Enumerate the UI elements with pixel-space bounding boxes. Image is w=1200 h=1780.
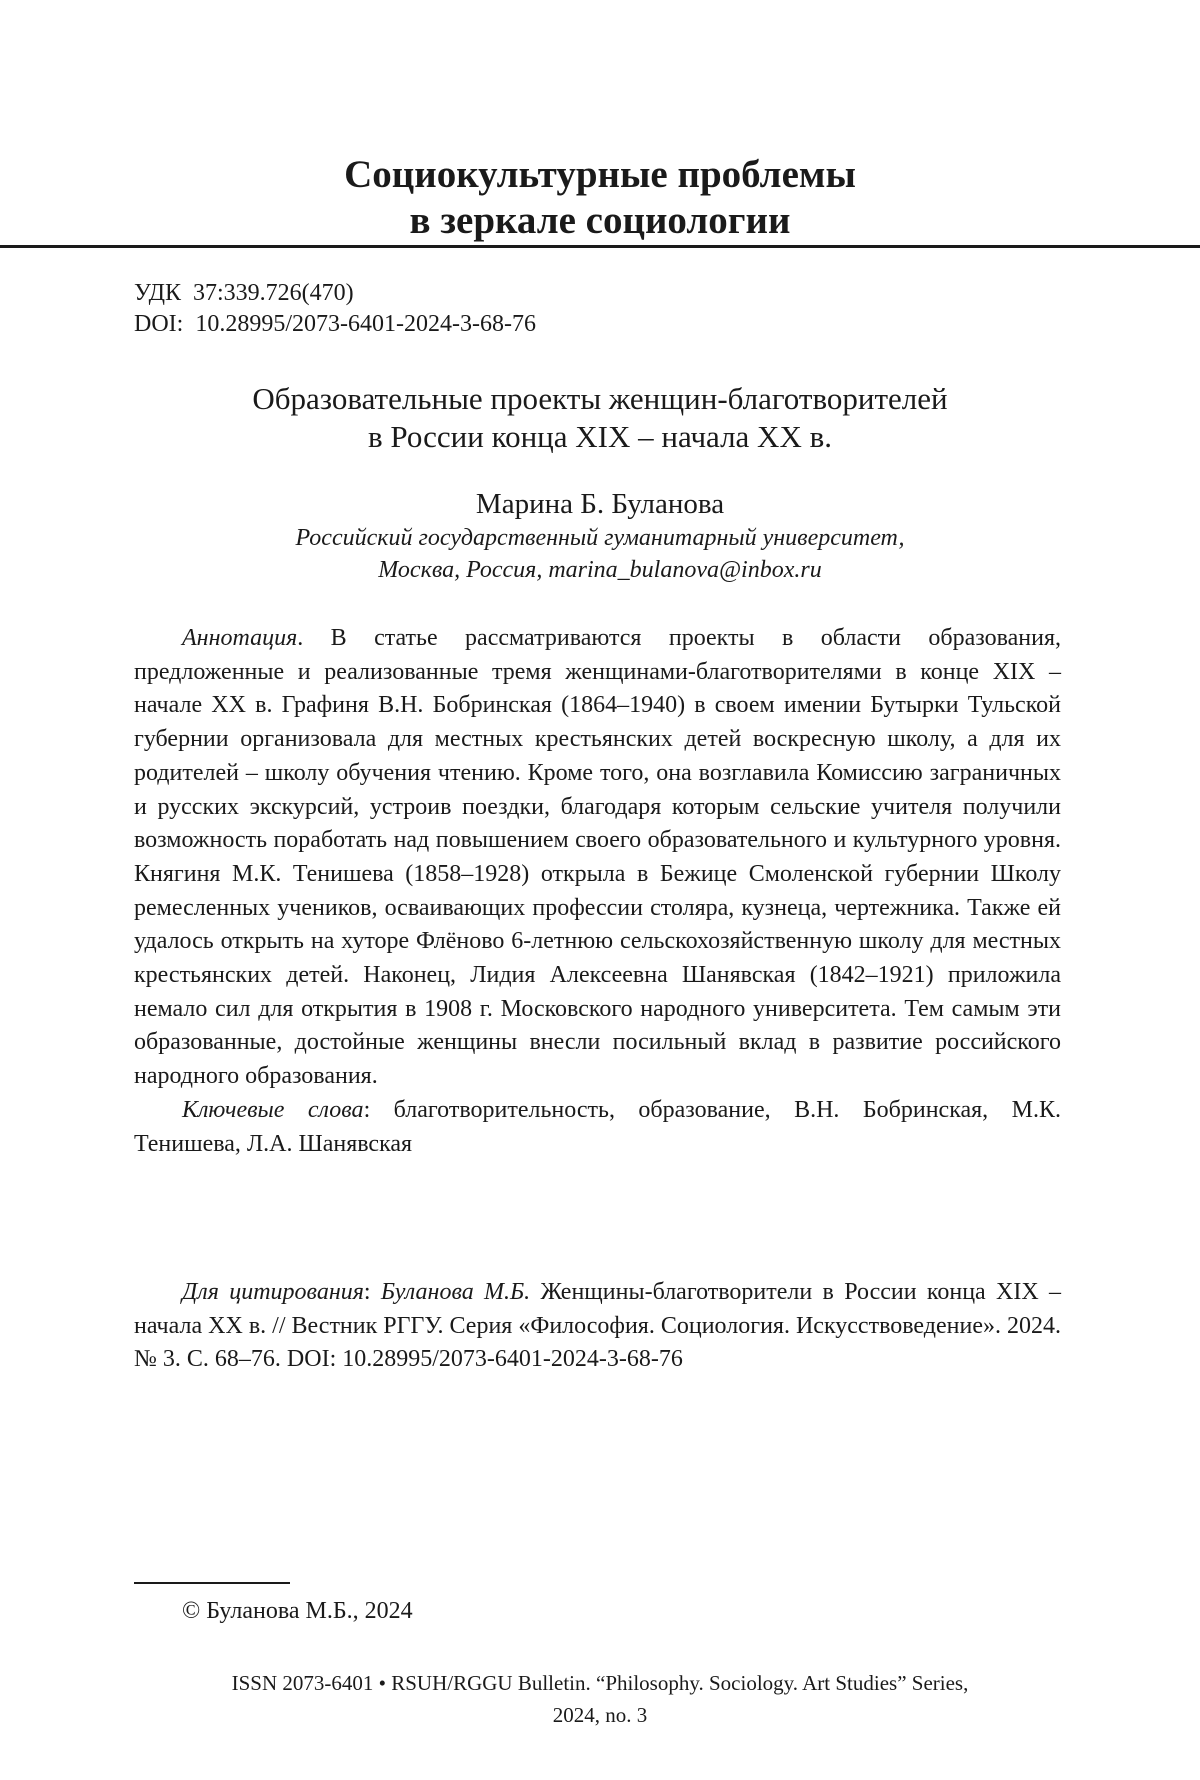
article-title-line-2: в России конца XIX – начала XX в. bbox=[368, 419, 832, 454]
abstract-paragraph bbox=[134, 622, 1061, 1094]
footnote-rule bbox=[134, 1582, 290, 1584]
citation-paragraph bbox=[134, 1276, 1061, 1377]
article-meta bbox=[134, 278, 536, 340]
keywords-paragraph bbox=[134, 1094, 1061, 1161]
copyright-note: © Буланова М.Б., 2024 bbox=[182, 1598, 413, 1624]
citation-author: Буланова М.Б. bbox=[380, 1279, 531, 1305]
article-title bbox=[0, 380, 1200, 456]
footer-line-1: ISSN 2073-6401 • RSUH/RGGU Bulletin. “Philosophy. Sociology. Art Studies” Series, bbox=[231, 1671, 969, 1695]
author-name: Марина Б. Буланова bbox=[475, 488, 725, 520]
abstract-block bbox=[134, 622, 1061, 1161]
abstract-label: Аннотация bbox=[182, 625, 298, 651]
citation-block bbox=[134, 1276, 1061, 1377]
journal-footer bbox=[0, 1667, 1200, 1731]
keywords-text: : благотворительность, образование, В.Н. Бобринская, М.К. Тенишева, Л.А. Шанявская bbox=[134, 1096, 1061, 1157]
citation-colon: : bbox=[363, 1279, 381, 1305]
article-title-line-1: Образовательные проекты женщин-благотворителей bbox=[252, 381, 948, 416]
affiliation-line-2: Москва, Россия, marina_bulanova@inbox.ru bbox=[378, 557, 822, 583]
affiliation-line-1: Российский государственный гуманитарный университет, bbox=[295, 525, 905, 551]
footer-line-2: 2024, no. 3 bbox=[552, 1703, 648, 1727]
doi-code: DOI: 10.28995/2073-6401-2024-3-68-76 bbox=[134, 311, 536, 337]
section-title-line-1: Социокультурные проблемы bbox=[344, 153, 856, 196]
abstract-text: . В статье рассматриваются проекты в области образования, предложенные и реализованные тремя женщинами-благотворителями в конце XIX – начале XX в. Графиня В.Н. Бобринская (1864–1940) в своем имении Бутырки Тульской губернии организовала для местных крестьянских детей воскресную школу, а для их родителей – школу обучения чтению. Кроме того, она возглавила Комиссию заграничных и русских экскурсий, устроив поездки, благодаря которым сельские учителя получили возможность поработать над повышением своего образовательного и культурного уровня. Княгиня М.К. Тенишева (1858–1928) открыла в Бежице Смоленской губернии Школу ремесленных учеников, осваивающих профессии столяра, кузнеца, чертежника. Также ей удалось открыть на хуторе Флёново 6-летнюю сельскохозяйственную школу для местных крестьянских детей. Наконец, Лидия Алексеевна Шанявская (1842–1921) приложила немало сил для открытия в 1908 г. Московского народного университета. Тем самым эти образованные, достойные женщины внесли посильный вклад в развитие российского народного образования. bbox=[134, 625, 1061, 1090]
section-title-line-2: в зеркале социологии bbox=[409, 199, 791, 242]
citation-text: Женщины-благотворители в России конца XIX – начала XX в. // Вестник РГГУ. Серия «Философия. Социология. Искусствоведение». 2024. № 3. С. 68–76. DOI: 10.28995/2073-6401-2024-3-68-76 bbox=[134, 1279, 1062, 1373]
keywords-label: Ключевые слова bbox=[182, 1096, 364, 1123]
udk-code: УДК 37:339.726(470) bbox=[134, 280, 354, 306]
section-title bbox=[0, 152, 1200, 244]
author-affiliation bbox=[0, 522, 1200, 586]
section-title-rule bbox=[0, 245, 1200, 248]
citation-label: Для цитирования bbox=[182, 1279, 364, 1305]
